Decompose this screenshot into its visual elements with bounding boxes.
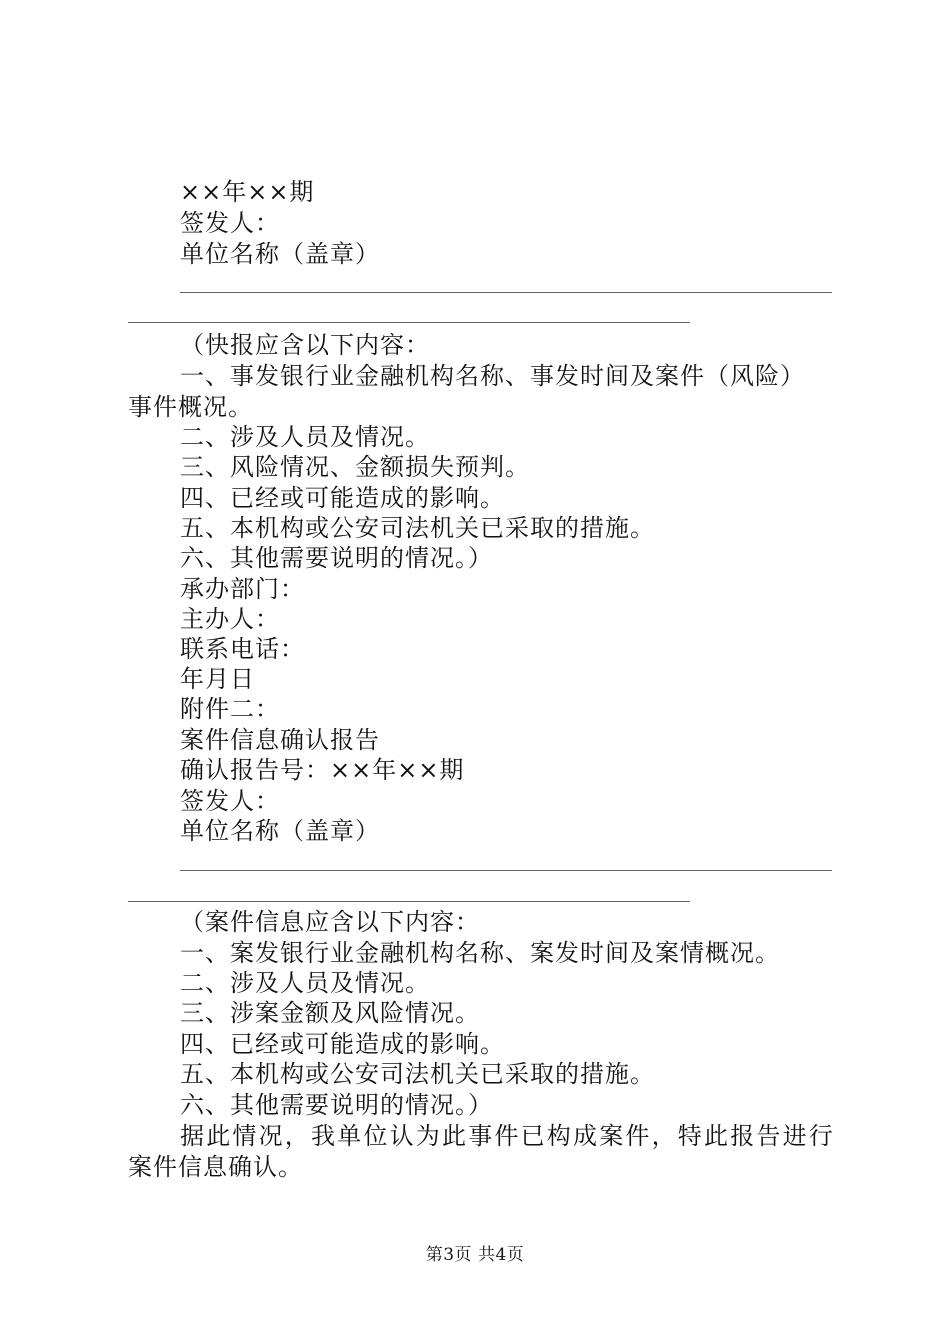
divider-line	[180, 292, 832, 293]
report-number: 确认报告号：××年××期	[180, 756, 465, 784]
attachment-title: 案件信息确认报告	[180, 726, 380, 754]
attachment-label: 附件二：	[180, 695, 280, 723]
quick-report-item-5: 五、本机构或公安司法机关已采取的措施。	[180, 514, 655, 542]
phone-label: 联系电话：	[180, 635, 305, 663]
divider-line	[180, 870, 832, 871]
quick-report-item-1: 一、事发银行业金融机构名称、事发时间及案件（风险）	[180, 362, 805, 390]
case-info-item-2: 二、涉及人员及情况。	[180, 969, 430, 997]
unit-name-label: 单位名称（盖章）	[180, 240, 380, 268]
signer-label: 签发人：	[180, 209, 280, 237]
quick-report-item-3: 三、风险情况、金额损失预判。	[180, 453, 530, 481]
divider-line	[128, 322, 690, 323]
case-info-item-3: 三、涉案金额及风险情况。	[180, 999, 480, 1027]
issue-number: ××年××期	[180, 178, 315, 206]
case-info-item-5: 五、本机构或公安司法机关已采取的措施。	[180, 1060, 655, 1088]
quick-report-item-6: 六、其他需要说明的情况。）	[180, 544, 493, 572]
page-number: 第3页 共4页	[425, 1245, 525, 1265]
date-label: 年月日	[180, 665, 255, 693]
divider-line	[128, 901, 690, 902]
quick-report-intro: （快报应含以下内容：	[180, 331, 430, 359]
quick-report-item-4: 四、已经或可能造成的影响。	[180, 484, 505, 512]
signer-label: 签发人：	[180, 787, 280, 815]
case-info-item-4: 四、已经或可能造成的影响。	[180, 1030, 505, 1058]
quick-report-item-2: 二、涉及人员及情况。	[180, 423, 430, 451]
quick-report-item-1-cont: 事件概况。	[128, 393, 253, 421]
department-label: 承办部门：	[180, 575, 305, 603]
conclusion-text-cont: 案件信息确认。	[128, 1153, 303, 1181]
unit-name-label: 单位名称（盖章）	[180, 817, 380, 845]
handler-label: 主办人：	[180, 605, 280, 633]
case-info-item-6: 六、其他需要说明的情况。）	[180, 1091, 493, 1119]
conclusion-text: 据此情况，我单位认为此事件已构成案件，特此报告进行	[180, 1122, 835, 1150]
case-info-item-1: 一、案发银行业金融机构名称、案发时间及案情概况。	[180, 939, 780, 967]
case-info-intro: （案件信息应含以下内容：	[180, 908, 480, 936]
